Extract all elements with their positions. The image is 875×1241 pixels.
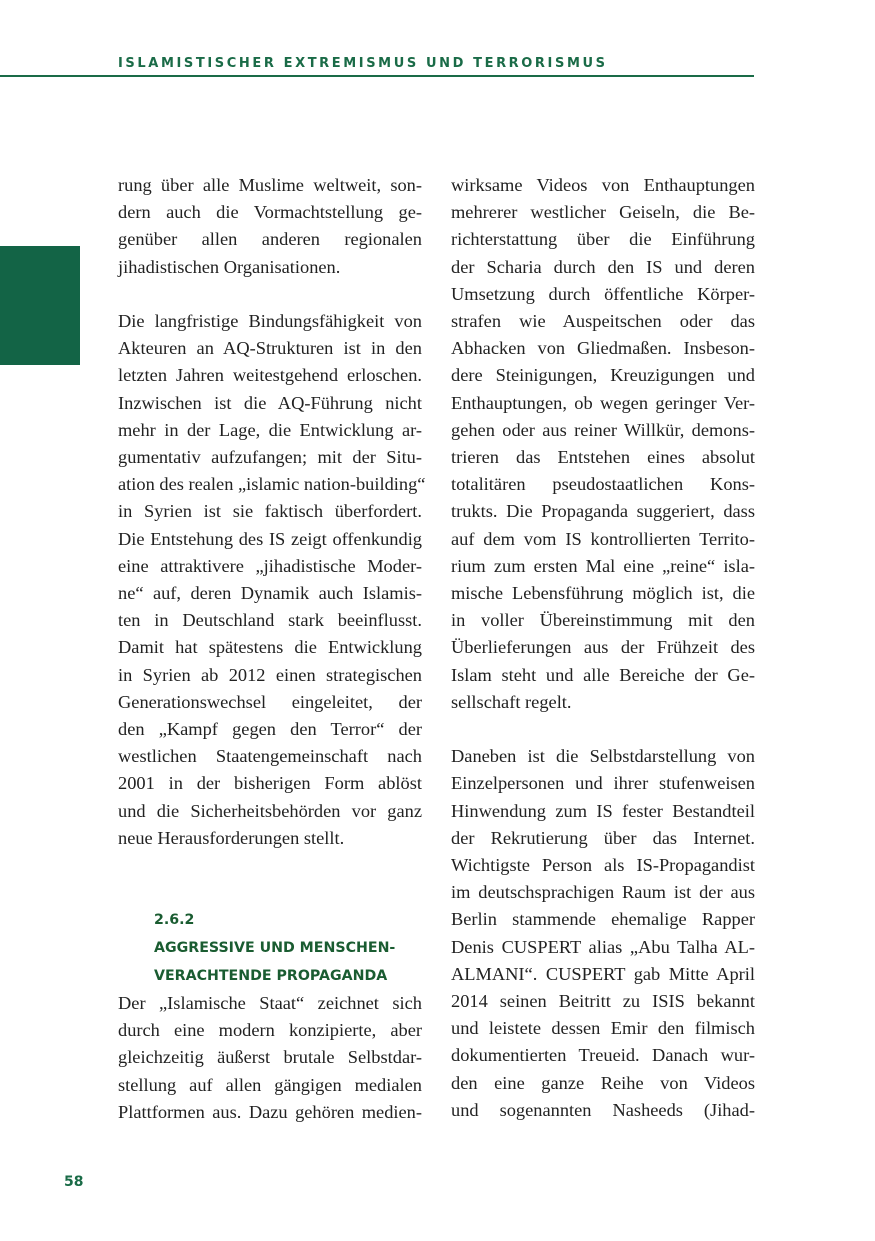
text-line: sellschaft regelt. [451, 691, 572, 712]
text-line: Überlieferungen aus der Frühzeit des [451, 637, 755, 658]
text-line: Wichtigste Person als IS-Propagandist [451, 855, 755, 876]
text-line: neue Herausforderungen stellt. [118, 827, 345, 848]
text-line: und die Sicherheitsbehörden vor ganz [118, 800, 422, 821]
text-line: trieren das Entstehen eines absolut [451, 447, 755, 468]
text-line: letzten Jahren weitestgehend erloschen. [118, 365, 422, 386]
left-paragraph-3 [118, 990, 422, 1126]
section-number: 2.6.2 [154, 912, 195, 929]
text-line: mehrerer westlicher Geiseln, die Be- [451, 202, 755, 223]
text-line: auf dem vom IS kontrollierten Territo- [451, 528, 755, 549]
text-line: 2001 in der bisherigen Form ablöst [118, 773, 422, 794]
text-line: gehen oder aus reiner Willkür, demons- [451, 419, 755, 440]
text-line: in voller Übereinstimmung mit den [451, 610, 755, 631]
text-line: der Scharia durch den IS und deren [451, 256, 755, 277]
section-title-line-1: AGGRESSIVE UND MENSCHEN- [154, 940, 396, 957]
left-paragraph-1 [118, 172, 422, 281]
text-line: und sogenannten Nasheeds (Jihad- [451, 1099, 755, 1120]
text-line: trukts. Die Propaganda suggeriert, dass [451, 501, 755, 522]
text-line: wirksame Videos von Enthauptungen [451, 175, 755, 195]
text-line: Akteuren an AQ-Strukturen ist in den [118, 338, 422, 359]
section-heading [154, 906, 422, 990]
text-line: der Rekrutierung über das Internet. [451, 827, 755, 848]
text-line: mehr in der Lage, die Entwicklung ar- [118, 419, 422, 440]
text-line: Der „Islamische Staat“ zeichnet sich [118, 993, 422, 1014]
text-line: in Syrien ist sie faktisch überfordert. [118, 501, 422, 522]
section-title-line-2: VERACHTENDE PROPAGANDA [154, 968, 388, 985]
header-rule [0, 75, 754, 77]
text-line: rium zum ersten Mal eine „reine“ isla- [451, 555, 755, 576]
text-line: Denis CUSPERT alias „Abu Talha AL- [451, 936, 755, 957]
right-paragraph-1 [451, 172, 755, 716]
text-line: Die langfristige Bindungsfähigkeit von [118, 311, 422, 331]
text-line: totalitären pseudostaatlichen Kons- [451, 474, 755, 495]
text-line: genüber allen anderen regionalen [118, 229, 422, 250]
text-line: westlichen Staatengemeinschaft nach [118, 746, 422, 767]
text-line: Hinwendung zum IS fester Bestandteil [451, 800, 755, 821]
running-header: ISLAMISTISCHER EXTREMISMUS UND TERRORISMUS [118, 56, 608, 71]
text-line: Enthauptungen, ob wegen geringer Ver- [451, 392, 755, 413]
text-line: dere Steinigungen, Kreuzigungen und [451, 365, 755, 386]
text-line: gumentativ aufzufangen; mit der Situ- [118, 447, 422, 468]
text-line: dern auch die Vormachtstellung ge- [118, 202, 422, 223]
text-line: durch eine modern konzipierte, aber [118, 1020, 422, 1041]
text-line: und leistete dessen Emir den filmisch [451, 1018, 755, 1039]
text-line: Plattformen aus. Dazu gehören medien- [118, 1101, 422, 1122]
text-line: jihadistischen Organisationen. [118, 256, 341, 277]
text-line: ne“ auf, deren Dynamik auch Islamis- [118, 583, 422, 604]
text-line: Generationswechsel eingeleitet, der [118, 691, 422, 712]
text-line: Berlin stammende ehemalige Rapper [451, 909, 755, 930]
text-line: Damit hat spätestens die Entwicklung [118, 637, 422, 658]
text-line: ation des realen „islamic nation-building“ [118, 474, 426, 495]
page-number: 58 [64, 1174, 84, 1190]
chapter-side-tab [0, 246, 80, 365]
right-paragraph-2 [451, 743, 755, 1124]
text-line: richterstattung über die Einführung [451, 229, 755, 250]
text-line: strafen wie Auspeitschen oder das [451, 311, 755, 332]
text-line: gleichzeitig äußerst brutale Selbstdar- [118, 1047, 422, 1068]
text-line: Inzwischen ist die AQ-Führung nicht [118, 392, 422, 413]
text-line: Einzelpersonen und ihrer stufenweisen [451, 773, 755, 794]
text-line: Die Entstehung des IS zeigt offenkundig [118, 528, 422, 549]
text-line: in Syrien ab 2012 einen strategischen [118, 664, 422, 685]
text-line: rung über alle Muslime weltweit, son- [118, 175, 422, 195]
text-line: den „Kampf gegen den Terror“ der [118, 719, 422, 740]
text-line: dokumentierten Treueid. Danach wur- [451, 1045, 755, 1066]
text-line: Daneben ist die Selbstdarstellung von [451, 746, 755, 767]
text-line: Umsetzung durch öffentliche Körper- [451, 283, 755, 304]
right-column [451, 172, 755, 1124]
paragraph-gap [451, 716, 755, 743]
text-line: eine attraktivere „jihadistische Moder- [118, 555, 422, 576]
left-column [118, 172, 426, 1126]
text-line: Abhacken von Gliedmaßen. Insbeson- [451, 338, 755, 359]
text-line: im deutschsprachigen Raum ist der aus [451, 882, 755, 903]
text-line: den eine ganze Reihe von Videos [451, 1072, 755, 1093]
left-paragraph-2 [118, 308, 426, 852]
text-line: mische Lebensführung möglich ist, die [451, 583, 755, 604]
text-line: stellung auf allen gängigen medialen [118, 1074, 422, 1095]
text-line: 2014 seinen Beitritt zu ISIS bekannt [451, 991, 755, 1012]
text-line: ten in Deutschland stark beeinflusst. [118, 610, 422, 631]
text-line: ALMANI“. CUSPERT gab Mitte April [451, 963, 755, 984]
paragraph-gap [118, 281, 422, 308]
text-line: Islam steht und alle Bereiche der Ge- [451, 664, 755, 685]
